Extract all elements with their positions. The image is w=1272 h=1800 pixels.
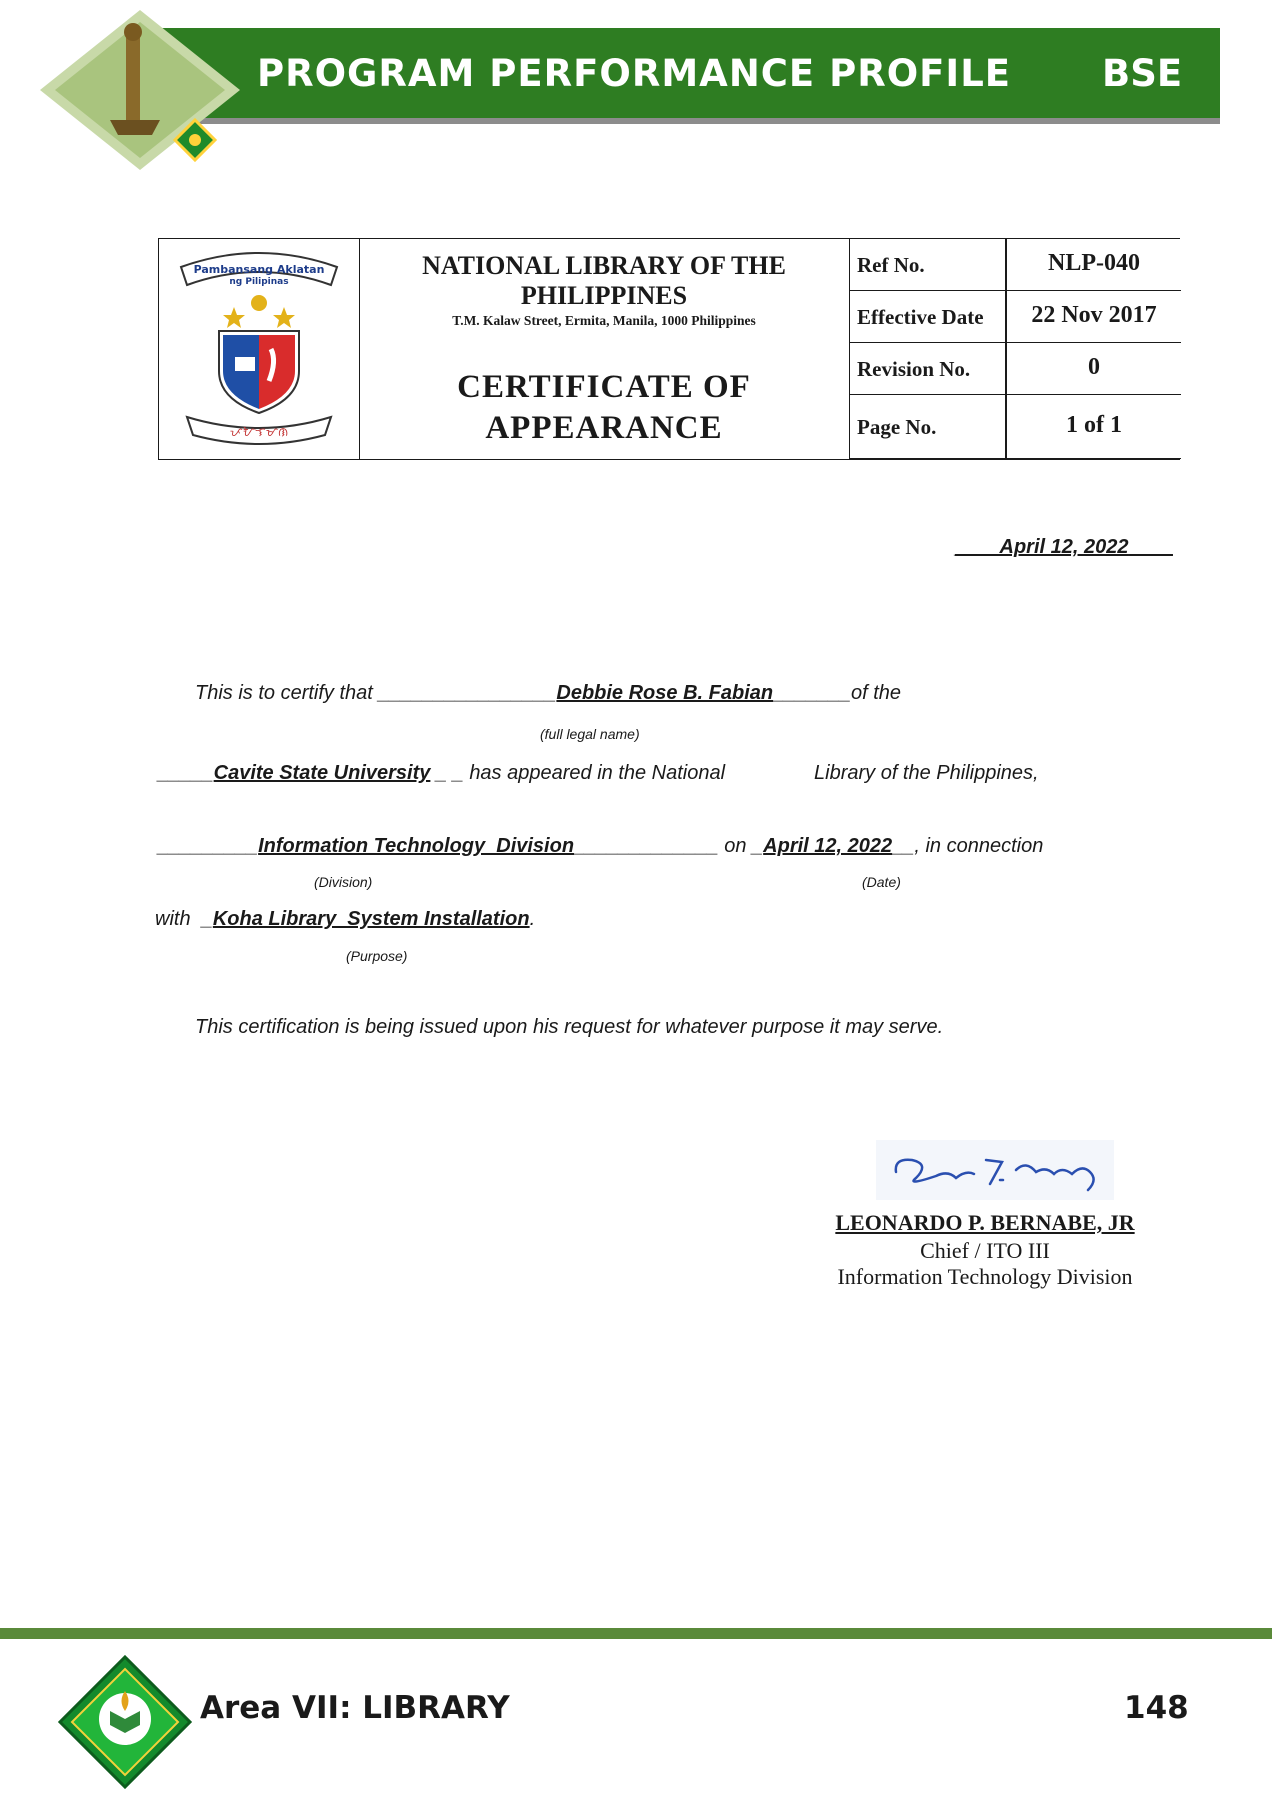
division-line: _________Information Technology Division_____________ on _April 12, 2022__, in connection bbox=[158, 835, 1044, 857]
footer-area-title: Area VII: LIBRARY bbox=[200, 1690, 510, 1726]
ref-no-row bbox=[849, 239, 1181, 291]
certify-line: This is to certify that ________________Debbie Rose B. Fabian_______of the bbox=[195, 682, 902, 704]
library-title-cell bbox=[359, 239, 850, 459]
handwritten-signature bbox=[876, 1140, 1114, 1200]
library-name bbox=[359, 251, 849, 311]
division-name: Information Technology Division bbox=[258, 835, 575, 857]
connection-text: , in connection bbox=[914, 835, 1044, 857]
library-address: T.M. Kalaw Street, Ermita, Manila, 1000 Philippines bbox=[452, 313, 756, 328]
page-no-value: 1 of 1 bbox=[1066, 412, 1122, 438]
page-no-row bbox=[849, 395, 1181, 459]
document-title bbox=[359, 367, 849, 449]
division-caption: (Division) bbox=[314, 874, 373, 890]
certify-prefix: This is to certify that bbox=[195, 682, 373, 704]
issue-date: April 12, 2022 bbox=[999, 536, 1129, 558]
with-text: with bbox=[155, 908, 191, 930]
effective-date-label: Effective Date bbox=[857, 305, 984, 329]
on-text: on bbox=[724, 835, 747, 857]
program-code: BSE bbox=[1102, 52, 1183, 95]
seal-script-text: ᜉᜀᜎᜋᜈ bbox=[229, 425, 289, 439]
header-title: PROGRAM PERFORMANCE PROFILE bbox=[257, 52, 1012, 95]
seal-banner-text: Pambansang Aklatan bbox=[193, 263, 325, 276]
appeared-text: has appeared in the National bbox=[469, 762, 726, 784]
revision-no-row bbox=[849, 343, 1181, 395]
library-text: Library of the Philippines, bbox=[814, 762, 1039, 784]
university-monument-logo bbox=[40, 10, 240, 170]
page-no-label: Page No. bbox=[857, 415, 937, 439]
header-banner-shadow bbox=[190, 118, 1220, 124]
institution-line: _____Cavite State University _ _ has appeared in the National bbox=[158, 762, 726, 784]
closing-statement: This certification is being issued upon his request for whatever purpose it may serve. bbox=[195, 1016, 944, 1038]
appearance-date: April 12, 2022 bbox=[763, 835, 893, 857]
signatory-position: Chief / ITO III bbox=[920, 1238, 1050, 1263]
institution-name: Cavite State University bbox=[213, 762, 431, 784]
page-number: 148 bbox=[1124, 1690, 1189, 1726]
issue-date-line: ____April 12, 2022____ bbox=[955, 536, 1173, 558]
document-title-line-1: CERTIFICATE OF bbox=[457, 369, 751, 405]
name-caption: (full legal name) bbox=[540, 726, 640, 742]
effective-date-value: 22 Nov 2017 bbox=[1031, 302, 1157, 328]
document-control-table bbox=[158, 238, 1180, 460]
seal-banner-subtext: ng Pilipinas bbox=[229, 277, 289, 287]
library-seal-cell bbox=[159, 239, 360, 459]
person-name: Debbie Rose B. Fabian bbox=[556, 682, 774, 704]
cavite-state-university-seal bbox=[58, 1655, 192, 1789]
revision-no-label: Revision No. bbox=[857, 357, 971, 381]
national-library-seal bbox=[159, 239, 359, 458]
purpose-text: Koha Library System Installation bbox=[212, 908, 530, 930]
revision-no-value: 0 bbox=[1088, 354, 1100, 380]
document-title-line-2: APPEARANCE bbox=[485, 410, 723, 446]
library-name-line-1: NATIONAL LIBRARY OF THE bbox=[422, 251, 786, 280]
date-caption: (Date) bbox=[862, 874, 901, 890]
signatory-name: LEONARDO P. BERNABE, JR bbox=[835, 1210, 1135, 1235]
signature-area bbox=[876, 1140, 1114, 1200]
ref-no-value: NLP-040 bbox=[1048, 250, 1140, 276]
footer-bar bbox=[0, 1628, 1272, 1639]
of-the-text: of the bbox=[850, 682, 902, 704]
purpose-caption: (Purpose) bbox=[346, 948, 408, 964]
ref-no-label: Ref No. bbox=[857, 253, 925, 277]
effective-date-row bbox=[849, 291, 1181, 343]
library-name-line-2: PHILIPPINES bbox=[520, 281, 688, 310]
purpose-line: with _Koha Library System Installation. bbox=[155, 908, 536, 930]
signatory-office: Information Technology Division bbox=[837, 1264, 1133, 1289]
